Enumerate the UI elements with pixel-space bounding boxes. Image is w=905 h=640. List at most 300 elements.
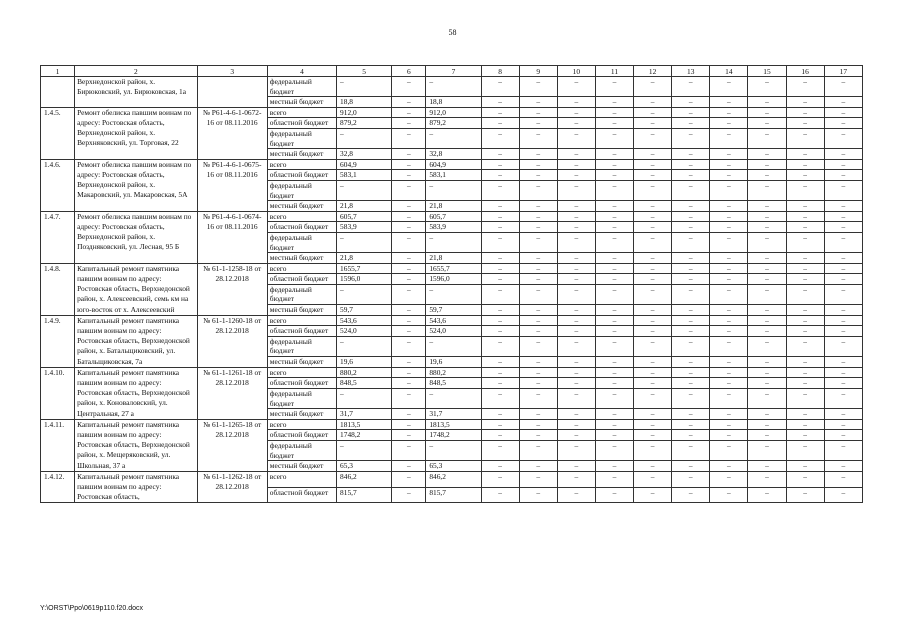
amount-cell: –: [557, 487, 595, 503]
column-number-row: [41, 66, 863, 77]
amount-cell: –: [634, 118, 672, 129]
amount-cell: –: [672, 149, 710, 160]
amount-cell: –: [672, 97, 710, 108]
amount-cell: –: [710, 378, 748, 389]
amount-cell: –: [672, 77, 710, 97]
table-row: [41, 211, 863, 222]
page-number: 58: [448, 28, 457, 37]
amount-cell: –: [672, 253, 710, 264]
funding-source: федеральный бюджет: [267, 232, 336, 252]
amount-cell: –: [557, 180, 595, 200]
amount-cell: –: [519, 326, 557, 337]
amount-cell: 1748,2: [337, 430, 392, 441]
amount-cell: –: [595, 232, 633, 252]
amount-cell: –: [481, 149, 519, 160]
amount-cell: –: [595, 326, 633, 337]
amount-cell: –: [786, 180, 824, 200]
item-code: 1.4.5.: [41, 107, 75, 159]
amount-cell: –: [824, 487, 862, 503]
amount-cell: –: [634, 149, 672, 160]
amount-cell: –: [481, 440, 519, 460]
column-header: 5: [337, 66, 392, 77]
amount-cell: –: [634, 263, 672, 274]
amount-cell: –: [519, 357, 557, 368]
amount-cell: –: [595, 274, 633, 285]
amount-cell: 32,8: [337, 149, 392, 160]
amount-cell: –: [519, 336, 557, 356]
amount-cell: –: [634, 461, 672, 472]
amount-cell: –: [557, 388, 595, 408]
amount-cell: –: [337, 388, 392, 408]
item-document: № Р61-4-6-1-0672-16 от 08.11.2016: [197, 107, 267, 159]
amount-cell: –: [786, 315, 824, 326]
amount-cell: –: [481, 201, 519, 212]
amount-cell: –: [710, 430, 748, 441]
amount-cell: –: [392, 201, 426, 212]
amount-cell: –: [786, 357, 824, 368]
funding-source: всего: [267, 315, 336, 326]
amount-cell: –: [392, 253, 426, 264]
amount-cell: –: [557, 232, 595, 252]
amount-cell: –: [710, 107, 748, 118]
amount-cell: –: [481, 430, 519, 441]
amount-cell: –: [426, 232, 481, 252]
amount-cell: –: [786, 419, 824, 430]
amount-cell: –: [392, 128, 426, 148]
amount-cell: –: [634, 211, 672, 222]
amount-cell: –: [824, 367, 862, 378]
amount-cell: 1813,5: [337, 419, 392, 430]
amount-cell: –: [748, 118, 786, 129]
amount-cell: –: [519, 159, 557, 170]
column-header: 17: [824, 66, 862, 77]
amount-cell: –: [595, 419, 633, 430]
amount-cell: 1655,7: [337, 263, 392, 274]
amount-cell: –: [786, 149, 824, 160]
funding-source: всего: [267, 367, 336, 378]
amount-cell: –: [748, 274, 786, 285]
amount-cell: –: [595, 253, 633, 264]
column-header: 4: [267, 66, 336, 77]
amount-cell: –: [672, 315, 710, 326]
item-document: № 61-1-1261-18 от 28.12.2018: [197, 367, 267, 419]
amount-cell: –: [595, 211, 633, 222]
funding-source: всего: [267, 419, 336, 430]
amount-cell: 65,3: [426, 461, 481, 472]
amount-cell: –: [634, 419, 672, 430]
table-row: [41, 77, 863, 97]
amount-cell: 18,8: [426, 97, 481, 108]
amount-cell: –: [557, 274, 595, 285]
funding-source: областной бюджет: [267, 487, 336, 503]
amount-cell: –: [710, 149, 748, 160]
funding-source: местный бюджет: [267, 305, 336, 316]
amount-cell: –: [634, 430, 672, 441]
amount-cell: –: [557, 77, 595, 97]
amount-cell: –: [786, 274, 824, 285]
amount-cell: –: [786, 97, 824, 108]
amount-cell: 1748,2: [426, 430, 481, 441]
amount-cell: –: [634, 97, 672, 108]
item-document: [197, 77, 267, 108]
amount-cell: –: [595, 77, 633, 97]
amount-cell: –: [748, 326, 786, 337]
amount-cell: –: [557, 409, 595, 420]
amount-cell: –: [748, 419, 786, 430]
funding-source: местный бюджет: [267, 409, 336, 420]
amount-cell: 605,7: [426, 211, 481, 222]
funding-source: федеральный бюджет: [267, 128, 336, 148]
amount-cell: 21,8: [337, 201, 392, 212]
amount-cell: –: [710, 77, 748, 97]
amount-cell: –: [824, 326, 862, 337]
amount-cell: –: [672, 211, 710, 222]
amount-cell: –: [481, 367, 519, 378]
amount-cell: –: [634, 232, 672, 252]
amount-cell: –: [519, 77, 557, 97]
amount-cell: –: [786, 471, 824, 487]
amount-cell: –: [337, 77, 392, 97]
funding-source: федеральный бюджет: [267, 77, 336, 97]
table-row: [41, 159, 863, 170]
amount-cell: –: [519, 232, 557, 252]
amount-cell: –: [481, 253, 519, 264]
amount-cell: –: [748, 367, 786, 378]
amount-cell: –: [557, 315, 595, 326]
amount-cell: –: [481, 284, 519, 304]
amount-cell: –: [786, 211, 824, 222]
item-code: 1.4.10.: [41, 367, 75, 419]
amount-cell: –: [392, 159, 426, 170]
funding-source: местный бюджет: [267, 97, 336, 108]
amount-cell: –: [519, 201, 557, 212]
amount-cell: –: [392, 211, 426, 222]
amount-cell: –: [557, 159, 595, 170]
amount-cell: –: [481, 305, 519, 316]
amount-cell: –: [824, 263, 862, 274]
amount-cell: –: [824, 211, 862, 222]
funding-source: всего: [267, 471, 336, 487]
amount-cell: 543,6: [337, 315, 392, 326]
amount-cell: –: [748, 409, 786, 420]
amount-cell: –: [557, 263, 595, 274]
amount-cell: –: [672, 409, 710, 420]
amount-cell: –: [710, 357, 748, 368]
amount-cell: –: [672, 118, 710, 129]
amount-cell: –: [748, 430, 786, 441]
column-header: 16: [786, 66, 824, 77]
column-header: 9: [519, 66, 557, 77]
amount-cell: –: [595, 409, 633, 420]
amount-cell: –: [748, 180, 786, 200]
amount-cell: –: [392, 232, 426, 252]
amount-cell: –: [634, 440, 672, 460]
amount-cell: 524,0: [426, 326, 481, 337]
item-document: № 61-1-1258-18 от 28.12.2018: [197, 263, 267, 315]
amount-cell: 912,0: [337, 107, 392, 118]
amount-cell: –: [392, 357, 426, 368]
item-name: Капитальный ремонт памятника павшим воинам по адресу: Ростовская область, Верхнедонской район, х. Алексеевский, семь км на юго-восток от х. Алексеевский: [75, 263, 197, 315]
funding-source: местный бюджет: [267, 149, 336, 160]
amount-cell: –: [748, 487, 786, 503]
amount-cell: –: [519, 211, 557, 222]
amount-cell: –: [392, 170, 426, 181]
amount-cell: –: [481, 471, 519, 487]
amount-cell: –: [595, 97, 633, 108]
amount-cell: 59,7: [426, 305, 481, 316]
amount-cell: –: [519, 253, 557, 264]
amount-cell: –: [824, 440, 862, 460]
amount-cell: –: [392, 336, 426, 356]
amount-cell: –: [672, 107, 710, 118]
amount-cell: –: [557, 378, 595, 389]
amount-cell: –: [824, 170, 862, 181]
amount-cell: –: [557, 419, 595, 430]
table-row: [41, 419, 863, 430]
amount-cell: –: [595, 149, 633, 160]
amount-cell: –: [786, 336, 824, 356]
amount-cell: –: [595, 263, 633, 274]
amount-cell: –: [748, 201, 786, 212]
amount-cell: –: [748, 97, 786, 108]
amount-cell: –: [595, 357, 633, 368]
amount-cell: –: [595, 128, 633, 148]
amount-cell: –: [748, 336, 786, 356]
column-header: 1: [41, 66, 75, 77]
amount-cell: –: [634, 201, 672, 212]
amount-cell: –: [824, 357, 862, 368]
amount-cell: –: [634, 409, 672, 420]
column-header: 13: [672, 66, 710, 77]
amount-cell: –: [748, 284, 786, 304]
amount-cell: 31,7: [337, 409, 392, 420]
amount-cell: –: [426, 440, 481, 460]
amount-cell: –: [824, 97, 862, 108]
amount-cell: –: [392, 118, 426, 129]
amount-cell: 65,3: [337, 461, 392, 472]
item-document: № 61-1-1265-18 от 28.12.2018: [197, 419, 267, 471]
amount-cell: 21,8: [426, 253, 481, 264]
budget-table: [40, 65, 863, 503]
amount-cell: –: [634, 388, 672, 408]
amount-cell: –: [392, 107, 426, 118]
amount-cell: –: [481, 159, 519, 170]
amount-cell: –: [786, 159, 824, 170]
amount-cell: 1813,5: [426, 419, 481, 430]
column-header: 14: [710, 66, 748, 77]
amount-cell: –: [481, 128, 519, 148]
amount-cell: –: [748, 378, 786, 389]
amount-cell: –: [672, 461, 710, 472]
amount-cell: –: [519, 305, 557, 316]
amount-cell: –: [557, 284, 595, 304]
amount-cell: 543,6: [426, 315, 481, 326]
amount-cell: –: [426, 180, 481, 200]
column-header: 11: [595, 66, 633, 77]
amount-cell: –: [710, 170, 748, 181]
amount-cell: 879,2: [337, 118, 392, 129]
amount-cell: –: [710, 326, 748, 337]
amount-cell: –: [557, 128, 595, 148]
amount-cell: –: [557, 440, 595, 460]
amount-cell: –: [557, 170, 595, 181]
amount-cell: –: [710, 367, 748, 378]
amount-cell: –: [824, 274, 862, 285]
amount-cell: –: [519, 487, 557, 503]
amount-cell: –: [672, 440, 710, 460]
amount-cell: 846,2: [426, 471, 481, 487]
amount-cell: –: [595, 180, 633, 200]
amount-cell: –: [786, 253, 824, 264]
funding-source: всего: [267, 263, 336, 274]
amount-cell: –: [595, 471, 633, 487]
amount-cell: –: [786, 118, 824, 129]
item-code: 1.4.7.: [41, 211, 75, 263]
amount-cell: –: [786, 128, 824, 148]
funding-source: всего: [267, 211, 336, 222]
amount-cell: –: [481, 180, 519, 200]
amount-cell: 583,1: [426, 170, 481, 181]
item-name: Верхнедонской район, х. Бирюковский, ул. Бирюковская, 1а: [75, 77, 197, 108]
amount-cell: –: [595, 305, 633, 316]
amount-cell: –: [392, 378, 426, 389]
amount-cell: 604,9: [337, 159, 392, 170]
table-row: [41, 367, 863, 378]
amount-cell: –: [481, 326, 519, 337]
amount-cell: –: [519, 170, 557, 181]
amount-cell: –: [786, 222, 824, 233]
amount-cell: –: [426, 388, 481, 408]
amount-cell: –: [672, 128, 710, 148]
amount-cell: –: [481, 170, 519, 181]
amount-cell: –: [748, 440, 786, 460]
item-document: № Р61-4-6-1-0675-16 от 08.11.2016: [197, 159, 267, 211]
amount-cell: –: [786, 305, 824, 316]
amount-cell: 605,7: [337, 211, 392, 222]
amount-cell: –: [337, 232, 392, 252]
amount-cell: –: [481, 274, 519, 285]
amount-cell: –: [824, 471, 862, 487]
column-header: 15: [748, 66, 786, 77]
amount-cell: –: [519, 97, 557, 108]
amount-cell: –: [634, 487, 672, 503]
funding-source: федеральный бюджет: [267, 440, 336, 460]
amount-cell: –: [392, 326, 426, 337]
amount-cell: –: [557, 222, 595, 233]
amount-cell: –: [786, 409, 824, 420]
column-header: 3: [197, 66, 267, 77]
funding-source: федеральный бюджет: [267, 388, 336, 408]
amount-cell: –: [748, 305, 786, 316]
item-document: № 61-1-1260-18 от 28.12.2018: [197, 315, 267, 367]
amount-cell: –: [824, 149, 862, 160]
item-code: [41, 77, 75, 108]
item-code: 1.4.6.: [41, 159, 75, 211]
amount-cell: 880,2: [337, 367, 392, 378]
amount-cell: –: [634, 128, 672, 148]
column-header: 12: [634, 66, 672, 77]
amount-cell: –: [672, 357, 710, 368]
funding-source: местный бюджет: [267, 357, 336, 368]
amount-cell: –: [519, 367, 557, 378]
table-row: [41, 263, 863, 274]
amount-cell: –: [595, 107, 633, 118]
amount-cell: –: [481, 232, 519, 252]
amount-cell: –: [672, 326, 710, 337]
amount-cell: –: [710, 211, 748, 222]
amount-cell: –: [824, 419, 862, 430]
amount-cell: –: [519, 284, 557, 304]
amount-cell: –: [786, 77, 824, 97]
amount-cell: –: [672, 170, 710, 181]
funding-source: всего: [267, 159, 336, 170]
item-document: № 61-1-1262-18 от 28.12.2018: [197, 471, 267, 503]
amount-cell: –: [595, 222, 633, 233]
amount-cell: –: [748, 471, 786, 487]
amount-cell: –: [672, 487, 710, 503]
amount-cell: –: [481, 77, 519, 97]
amount-cell: –: [426, 128, 481, 148]
amount-cell: –: [595, 315, 633, 326]
funding-source: местный бюджет: [267, 201, 336, 212]
amount-cell: –: [786, 461, 824, 472]
funding-source: местный бюджет: [267, 461, 336, 472]
amount-cell: –: [786, 326, 824, 337]
amount-cell: 31,7: [426, 409, 481, 420]
amount-cell: –: [824, 118, 862, 129]
amount-cell: –: [710, 461, 748, 472]
amount-cell: –: [710, 471, 748, 487]
item-code: 1.4.12.: [41, 471, 75, 503]
amount-cell: –: [710, 336, 748, 356]
amount-cell: 19,6: [426, 357, 481, 368]
amount-cell: –: [634, 378, 672, 389]
amount-cell: –: [519, 315, 557, 326]
amount-cell: –: [748, 253, 786, 264]
amount-cell: 912,0: [426, 107, 481, 118]
item-name: Капитальный ремонт памятника павшим воинам по адресу: Ростовская область, Верхнедонской район, х. Батальщиковский, ул. Батальщиковская, 7а: [75, 315, 197, 367]
amount-cell: –: [634, 222, 672, 233]
amount-cell: –: [710, 159, 748, 170]
amount-cell: –: [392, 263, 426, 274]
amount-cell: –: [710, 263, 748, 274]
amount-cell: –: [481, 336, 519, 356]
amount-cell: –: [557, 430, 595, 441]
amount-cell: –: [672, 274, 710, 285]
amount-cell: –: [824, 107, 862, 118]
amount-cell: –: [519, 440, 557, 460]
funding-source: областной бюджет: [267, 170, 336, 181]
amount-cell: –: [481, 378, 519, 389]
funding-source: областной бюджет: [267, 274, 336, 285]
amount-cell: –: [392, 77, 426, 97]
amount-cell: –: [748, 159, 786, 170]
amount-cell: 21,8: [337, 253, 392, 264]
amount-cell: –: [392, 305, 426, 316]
item-code: 1.4.11.: [41, 419, 75, 471]
funding-source: федеральный бюджет: [267, 180, 336, 200]
amount-cell: –: [824, 336, 862, 356]
amount-cell: –: [595, 159, 633, 170]
amount-cell: –: [710, 305, 748, 316]
amount-cell: –: [634, 336, 672, 356]
amount-cell: –: [557, 336, 595, 356]
amount-cell: –: [748, 107, 786, 118]
amount-cell: –: [519, 430, 557, 441]
amount-cell: –: [786, 107, 824, 118]
amount-cell: –: [481, 388, 519, 408]
amount-cell: 18,8: [337, 97, 392, 108]
